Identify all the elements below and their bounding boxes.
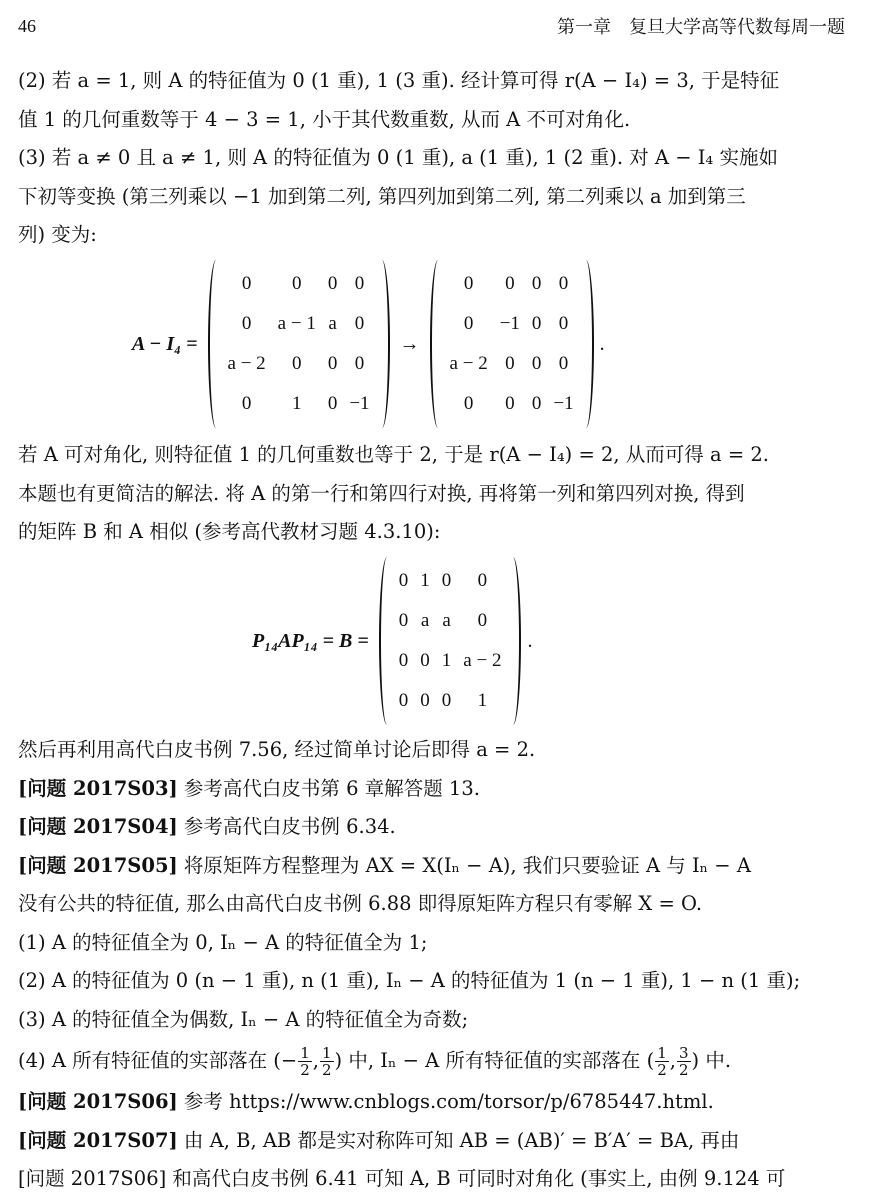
page-number: 46 <box>18 15 36 36</box>
matrix-cell: 0 <box>505 273 515 294</box>
matrix-cell: 0 <box>398 650 409 671</box>
matrix-row <box>393 641 508 681</box>
matrix-row <box>444 384 580 424</box>
problem-tag: [问题 2017S03] <box>18 776 178 800</box>
matrix-cell: 0 <box>354 273 365 294</box>
text-line: (2) 若 a = 1, 则 A 的特征值为 0 (1 重), 1 (3 重). 经计算可得 r(A − I₄) = 3, 于是特征 <box>18 69 780 92</box>
text-segment: ) 中, Iₙ − A 所有特征值的实部落在 ( <box>334 1049 655 1072</box>
arrow: → <box>399 332 420 355</box>
denominator: 2 <box>322 1061 332 1079</box>
numerator: 3 <box>678 1044 689 1062</box>
paragraph-block-1 <box>18 62 846 255</box>
text-line: 没有公共的特征值, 那么由高代白皮书例 6.88 即得原矩阵方程只有零解 X = O. <box>18 892 703 915</box>
fraction <box>298 1045 312 1078</box>
left-paren <box>379 557 395 725</box>
text-line: 然后再利用高代白皮书例 7.56, 经过简单讨论后即得 a = 2. <box>18 738 536 761</box>
text-line: 若 A 可对角化, 则特征值 1 的几何重数也等于 2, 于是 r(A − I₄) = 2, 从而可得 a = 2. <box>18 443 769 466</box>
text-line: 下初等变换 (第三列乘以 −1 加到第二列, 第四列加到第二列, 第二列乘以 a 加到第三 <box>18 184 746 208</box>
equation-row-reduction <box>132 268 605 420</box>
matrix-cells <box>393 561 508 721</box>
text-segment: ) 中. <box>691 1049 732 1072</box>
matrix-row <box>444 344 580 384</box>
matrix-cell: 1 <box>477 690 488 711</box>
matrix-cell: 0 <box>398 570 409 591</box>
text-line: (1) A 的特征值全为 0, Iₙ − A 的特征值全为 1; <box>18 930 428 954</box>
matrix-cell: 0 <box>354 353 365 374</box>
problem-tag: [问题 2017S06] <box>18 1090 178 1113</box>
matrix-reduced <box>430 264 594 424</box>
matrix-row <box>222 384 376 424</box>
matrix-row <box>444 304 580 344</box>
equation-lhs: P₁₄AP₁₄ = B = <box>252 629 369 652</box>
problem-text: 由 A, B, AB 都是实对称阵可知 AB = (AB)′ = B′A′ = BA, 再由 <box>177 1128 740 1152</box>
problem-text: 将原矩阵方程整理为 AX = X(Iₙ − A), 我们只要验证 A 与 Iₙ − A <box>177 853 751 877</box>
equation-period: . <box>599 332 605 355</box>
numerator: 1 <box>300 1044 310 1062</box>
matrix-cell: 0 <box>441 570 452 591</box>
matrix-cell: a − 2 <box>463 650 502 671</box>
numerator: 1 <box>657 1044 667 1062</box>
problem-line <box>18 770 846 809</box>
matrix-cells <box>222 264 376 424</box>
text-line: (3) A 的特征值全为偶数, Iₙ − A 的特征值全为奇数; <box>18 1007 469 1031</box>
matrix-cell: 0 <box>558 313 569 334</box>
matrix-cell: 0 <box>558 273 569 294</box>
problem-line <box>18 1083 846 1122</box>
matrix-row <box>444 264 580 304</box>
matrix-cell: −1 <box>553 393 574 414</box>
matrix-cell: 0 <box>327 393 338 414</box>
denominator: 2 <box>300 1061 310 1079</box>
problem-tag: [问题 2017S05] <box>18 853 178 877</box>
text-line: 值 1 的几何重数等于 4 − 3 = 1, 小于其代数重数, 从而 A 不可对角化. <box>18 107 631 131</box>
equation-period: . <box>527 629 533 652</box>
problem-tag: [问题 2017S07] <box>18 1128 178 1152</box>
matrix-cell: 0 <box>558 353 569 374</box>
text-segment: (4) A 所有特征值的实部落在 (− <box>18 1049 298 1072</box>
matrix-cell: 0 <box>463 393 474 414</box>
problem-text: 参考高代白皮书第 6 章解答题 13. <box>177 776 480 800</box>
matrix-cell: 0 <box>292 353 302 374</box>
denominator: 2 <box>657 1061 667 1079</box>
matrix-cell: 0 <box>505 353 515 374</box>
matrix-cell: 0 <box>398 610 409 631</box>
matrix-cell: 0 <box>241 313 252 334</box>
matrix-cell: a − 2 <box>449 353 488 374</box>
matrix-row <box>222 304 376 344</box>
fraction <box>320 1045 334 1078</box>
matrix-cell: 0 <box>531 313 542 334</box>
matrix-cell: 0 <box>241 273 252 294</box>
problem-tag: [问题 2017S04] <box>18 815 178 838</box>
paragraph-block-2 <box>18 436 846 552</box>
matrix-row <box>222 264 376 304</box>
matrix-cell: 0 <box>531 353 542 374</box>
matrix-row <box>393 681 508 721</box>
matrix-cell: 0 <box>463 273 474 294</box>
right-paren <box>505 557 521 725</box>
page-header <box>18 12 845 40</box>
matrix-cell: a <box>442 610 451 631</box>
left-paren <box>430 260 446 428</box>
paragraph-block-3 <box>18 731 846 1199</box>
matrix-cell: 0 <box>441 690 452 711</box>
matrix-b <box>379 561 522 721</box>
matrix-cell: 0 <box>292 273 302 294</box>
chapter-title: 第一章 复旦大学高等代数每周一题 <box>557 17 845 38</box>
matrix-cell: 1 <box>420 570 430 591</box>
text-line: (2) A 的特征值为 0 (n − 1 重), n (1 重), Iₙ − A 的特征值为 1 (n − 1 重), 1 − n (1 重); <box>18 969 801 992</box>
matrix-cell: a <box>420 610 430 631</box>
matrix-cell: a <box>328 313 337 334</box>
matrix-cell: 0 <box>531 393 542 414</box>
matrix-cell: 0 <box>420 650 430 671</box>
matrix-cell: 0 <box>477 610 488 631</box>
text-line: [问题 2017S06] 和高代白皮书例 6.41 可知 A, B 可同时对角化 (事实上, 由例 9.124 可 <box>18 1167 786 1190</box>
matrix-row <box>393 561 508 601</box>
matrix-cell: 1 <box>441 650 452 671</box>
matrix-cell: 0 <box>463 313 474 334</box>
matrix-cell: 0 <box>354 313 365 334</box>
numerator: 1 <box>322 1044 332 1062</box>
matrix-cell: −1 <box>499 313 520 334</box>
matrix-cells <box>444 264 580 424</box>
matrix-cell: 0 <box>420 690 430 711</box>
matrix-cell: −1 <box>349 393 370 414</box>
left-paren <box>208 260 224 428</box>
matrix-cell: a − 1 <box>277 313 316 334</box>
text-line: 列) 变为: <box>18 223 97 246</box>
matrix-row <box>393 601 508 641</box>
problem-line <box>18 847 846 886</box>
text-line: 本题也有更简洁的解法. 将 A 的第一行和第四行对换, 再将第一列和第四列对换, 得到 <box>18 481 745 505</box>
matrix-a-minus-i4 <box>208 264 390 424</box>
matrix-cell: 0 <box>505 393 515 414</box>
fraction <box>677 1045 691 1078</box>
denominator: 2 <box>678 1061 689 1079</box>
problem-text: 参考高代白皮书例 6.34. <box>177 815 396 838</box>
right-paren <box>374 260 390 428</box>
matrix-cell: 0 <box>531 273 542 294</box>
matrix-cell: a − 2 <box>227 353 266 374</box>
matrix-cell: 0 <box>398 690 409 711</box>
problem-line <box>18 808 846 847</box>
fraction <box>655 1045 669 1078</box>
right-paren <box>578 260 594 428</box>
matrix-cell: 0 <box>241 393 252 414</box>
text-line: (3) 若 a ≠ 0 且 a ≠ 1, 则 A 的特征值为 0 (1 重), a (1 重), 1 (2 重). 对 A − I₄ 实施如 <box>18 146 778 169</box>
problem-text: 参考 https://www.cnblogs.com/torsor/p/6785447.html. <box>177 1090 714 1113</box>
matrix-cell: 1 <box>292 393 302 414</box>
problem-line <box>18 1122 846 1161</box>
matrix-cell: 0 <box>327 353 338 374</box>
matrix-row <box>222 344 376 384</box>
text-line-fractions: (4) A 所有特征值的实部落在 (− $\frac{1}{2}$ , $\frac{1}{2}$ ) 中, Iₙ − A 所有特征值的实部落在 ( $\frac{1}{2}$ , $\frac{3}{2}$ ) 中. <box>18 1044 732 1079</box>
matrix-cell: 0 <box>477 570 488 591</box>
equation-similarity <box>252 563 532 719</box>
matrix-cell: 0 <box>327 273 338 294</box>
equation-lhs: A − I₄ = <box>132 332 198 355</box>
text-line: 的矩阵 B 和 A 相似 (参考高代教材习题 4.3.10): <box>18 520 441 543</box>
